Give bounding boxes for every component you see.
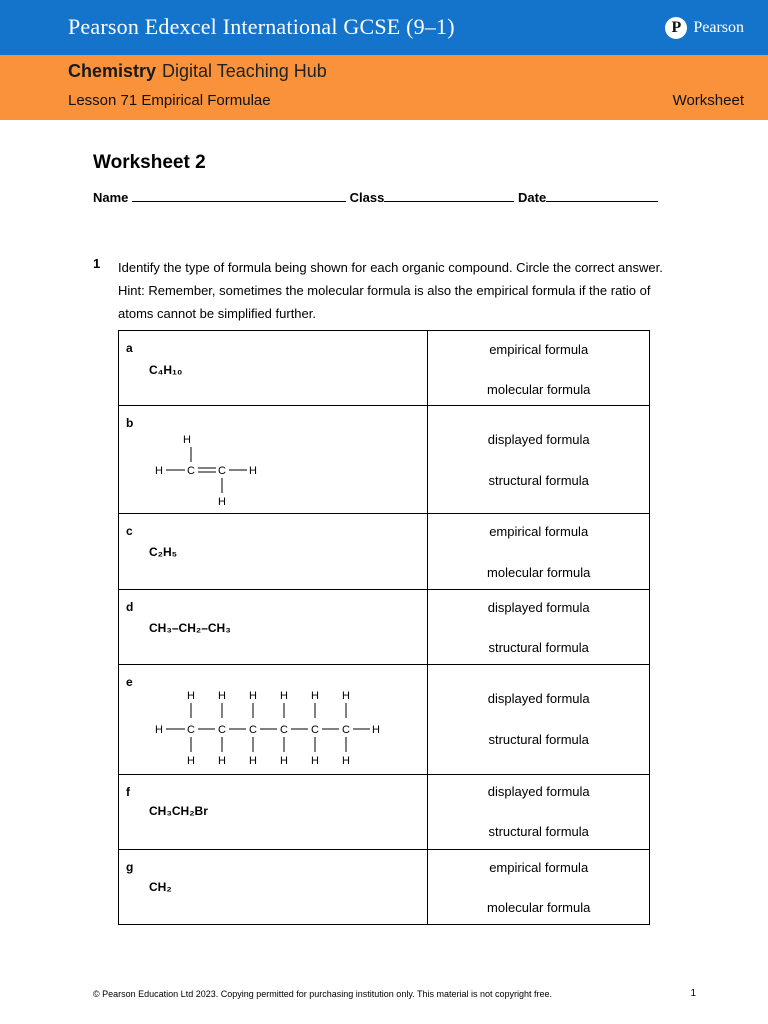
part-label: e: [126, 675, 133, 689]
atom-label: H: [155, 465, 163, 477]
qualification-title: Pearson Edexcel International GCSE (9–1): [68, 14, 455, 39]
name-field[interactable]: [132, 189, 346, 202]
question-number: 1: [93, 256, 101, 271]
part-label: c: [126, 524, 133, 538]
table-row: [119, 665, 650, 775]
part-label: d: [126, 600, 134, 614]
options-cell: [428, 775, 650, 850]
subject-name: Chemistry: [68, 61, 157, 81]
option-answer[interactable]: empirical formula: [489, 342, 589, 357]
atom-label: H: [249, 690, 257, 702]
part-label: g: [126, 860, 134, 874]
name-label: Name: [93, 190, 129, 205]
hub-name: Digital Teaching Hub: [162, 61, 327, 81]
options-cell: [428, 331, 650, 406]
lesson-title: Lesson 71 Empirical Formulae: [68, 92, 271, 109]
compound-formula: CH₃–CH₂–CH₃: [149, 621, 231, 635]
atom-label: H: [311, 690, 319, 702]
top-banner: [0, 0, 768, 55]
hexane-displayed-formula: [119, 665, 428, 775]
compound-cell: [119, 331, 428, 406]
atom-label: H: [218, 755, 226, 767]
document-type: Worksheet: [672, 92, 744, 109]
option-answer[interactable]: displayed formula: [487, 600, 590, 615]
option-answer[interactable]: empirical formula: [489, 860, 589, 875]
atom-label: C: [218, 465, 226, 477]
option-answer[interactable]: molecular formula: [487, 900, 591, 915]
class-label: Class: [349, 190, 385, 205]
page-number: 1: [690, 988, 696, 999]
copyright-notice: © Pearson Education Ltd 2023. Copying permitted for purchasing institution only. This material is not copyright free.: [93, 989, 553, 999]
atom-label: H: [183, 434, 191, 446]
compound-formula: C₂H₅: [149, 545, 178, 559]
atom-label: H: [342, 755, 350, 767]
option-answer[interactable]: displayed formula: [487, 432, 590, 447]
compound-cell: [119, 406, 428, 514]
compound-formula: CH₃CH₂Br: [149, 804, 208, 818]
options-cell: [428, 590, 650, 665]
answer-table: [118, 330, 650, 925]
compound-formula: CH₂: [149, 880, 172, 894]
option-answer[interactable]: displayed formula: [487, 691, 590, 706]
option-answer[interactable]: structural formula: [488, 640, 589, 655]
atom-label: C: [218, 724, 226, 736]
table-row: [119, 331, 650, 406]
atom-label: H: [187, 690, 195, 702]
atom-label: H: [155, 724, 163, 736]
atom-label: H: [218, 690, 226, 702]
compound-cell: [119, 850, 428, 925]
options-cell: [428, 406, 650, 514]
part-label: a: [126, 341, 133, 355]
atom-label: H: [218, 496, 226, 508]
table-row: [119, 590, 650, 665]
atom-label: C: [311, 724, 319, 736]
options-cell: [428, 850, 650, 925]
compound-cell: [119, 665, 428, 775]
atom-label: C: [187, 465, 195, 477]
atom-label: H: [280, 690, 288, 702]
table-row: [119, 775, 650, 850]
atom-label: H: [249, 465, 257, 477]
atom-label: H: [372, 724, 380, 736]
option-answer[interactable]: displayed formula: [487, 784, 590, 799]
pearson-logo-icon: P: [665, 17, 687, 39]
part-label: f: [126, 785, 130, 799]
class-field[interactable]: [384, 189, 514, 202]
option-answer[interactable]: structural formula: [488, 732, 589, 747]
compound-cell: [119, 775, 428, 850]
atom-label: H: [249, 755, 257, 767]
compound-cell: [119, 514, 428, 590]
table-row: [119, 406, 650, 514]
atom-label: C: [249, 724, 257, 736]
option-answer[interactable]: molecular formula: [487, 382, 591, 397]
atom-label: H: [311, 755, 319, 767]
option-answer[interactable]: molecular formula: [487, 565, 591, 580]
atom-label: C: [342, 724, 350, 736]
subject-heading: [68, 61, 327, 82]
date-field[interactable]: [546, 189, 658, 202]
date-label: Date: [518, 190, 547, 205]
atom-label: H: [342, 690, 350, 702]
atom-label: H: [280, 755, 288, 767]
ethene-displayed-formula: [119, 406, 428, 514]
atom-label: C: [187, 724, 195, 736]
compound-cell: [119, 590, 428, 665]
table-row: [119, 514, 650, 590]
options-cell: [428, 514, 650, 590]
student-fields: [93, 189, 658, 205]
pearson-logo: [665, 17, 744, 39]
atom-label: C: [280, 724, 288, 736]
option-answer[interactable]: empirical formula: [489, 524, 589, 539]
worksheet-title: Worksheet 2: [93, 152, 206, 173]
option-answer[interactable]: structural formula: [488, 473, 589, 488]
compound-formula: C₄H₁₀: [149, 363, 183, 377]
table-row: [119, 850, 650, 925]
part-label: b: [126, 416, 134, 430]
pearson-logo-text: Pearson: [693, 19, 744, 36]
option-answer[interactable]: structural formula: [488, 824, 589, 839]
atom-label: H: [187, 755, 195, 767]
question-text: Identify the type of formula being shown for each organic compound. Circle the correct answer. Hint: Remember, sometimes the molecular formula is also the empirical formula if the ratio of atoms cannot be simplified further.: [118, 260, 663, 321]
options-cell: [428, 665, 650, 775]
